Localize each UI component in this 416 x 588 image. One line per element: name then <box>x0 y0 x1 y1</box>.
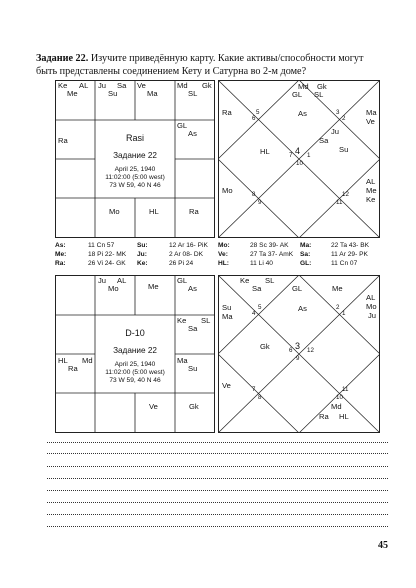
pos-value: 27 Ta 37- AmK <box>250 251 294 258</box>
planet-label: Md <box>298 82 309 91</box>
planet-label: Ve <box>366 117 375 126</box>
planet-label: Su <box>108 89 118 98</box>
answer-line[interactable] <box>47 478 388 479</box>
planet-label: Me <box>67 89 78 98</box>
planet-label: Ke <box>240 276 250 285</box>
planet-label: Ke <box>177 316 187 325</box>
planet-label: HL <box>58 356 68 365</box>
planet-label: Gk <box>189 402 199 411</box>
planet-label: Md <box>82 356 93 365</box>
task-text <box>36 52 384 78</box>
planet-label: Ke <box>58 81 68 90</box>
planet-label: Ra <box>319 412 329 421</box>
house-number: 9 <box>258 199 262 206</box>
birth-coords: 73 W 59, 40 N 46 <box>109 377 161 384</box>
pos-value: 22 Ta 43- BK <box>331 242 370 249</box>
planet-label: Md <box>177 81 188 90</box>
planet-label: As <box>188 129 197 138</box>
house-number: 7 <box>289 152 293 159</box>
pos-key: Mo: <box>218 242 230 249</box>
pos-key: Ju: <box>137 251 147 258</box>
planet-label: Ju <box>368 311 377 320</box>
planet-label: Ra <box>58 136 68 145</box>
planet-label: Mo <box>109 207 120 216</box>
pos-key: Ma: <box>300 242 312 249</box>
planet-label: Ve <box>149 402 158 411</box>
d10-center <box>95 315 175 393</box>
rasi-north-grid <box>218 80 380 238</box>
house-number: 2 <box>342 115 346 122</box>
planet-label: AL <box>79 81 89 90</box>
planet-label: Ve <box>137 81 146 90</box>
pos-key: Ve: <box>218 251 228 258</box>
house-number: 12 <box>342 191 349 198</box>
pos-key: Me: <box>55 251 67 258</box>
birth-date: April 25, 1940 <box>114 361 156 368</box>
house-number: 8 <box>252 191 256 198</box>
house-number: 6 <box>289 347 293 354</box>
planet-label: Ra <box>68 364 78 373</box>
house-number: 5 <box>258 304 262 311</box>
house-number: 1 <box>342 310 346 317</box>
planet-label: HL <box>260 147 270 156</box>
house-number: 3 <box>336 109 340 116</box>
planet-label: Ra <box>189 207 199 216</box>
house-number: 6 <box>252 115 256 122</box>
house-number: 10 <box>336 394 343 401</box>
house-number: 12 <box>307 347 314 354</box>
planet-label: HL <box>339 412 349 421</box>
house-number: 5 <box>256 109 260 116</box>
chart-subtitle: Задание 22 <box>113 346 157 355</box>
planet-label: Sa <box>188 324 198 333</box>
answer-line[interactable] <box>47 453 388 454</box>
planet-label: AL <box>117 276 127 285</box>
planet-label: Mo <box>366 302 377 311</box>
chart-title: Rasi <box>125 133 144 143</box>
pos-key: Su: <box>137 242 148 249</box>
pos-key: Sa: <box>300 251 311 258</box>
house-number: 4 <box>295 146 301 156</box>
answer-line[interactable] <box>47 466 388 467</box>
house-number: 8 <box>258 394 262 401</box>
planet-label: Sa <box>252 284 262 293</box>
planet-label: Mo <box>222 186 233 195</box>
answer-line[interactable] <box>47 526 388 527</box>
planet-label: Ke <box>366 195 376 204</box>
planet-label: Ma <box>177 356 188 365</box>
pos-value: 26 Vi 24- GK <box>88 260 126 267</box>
d10-north-grid <box>218 275 380 433</box>
planet-label: SL <box>201 316 211 325</box>
planet-label: AL <box>366 293 376 302</box>
house-number: 4 <box>252 310 256 317</box>
pos-key: GL: <box>300 260 312 267</box>
pos-value: 12 Ar 16- PiK <box>169 242 208 249</box>
planet-label: As <box>298 109 307 118</box>
planet-label: Ju <box>98 81 107 90</box>
birth-time: 11:02:00 (5:00 west) <box>105 369 165 376</box>
house-number: 7 <box>252 386 256 393</box>
planet-label: GL <box>177 121 188 130</box>
house-number: 11 <box>342 386 349 393</box>
task-label: Задание 22. <box>36 53 89 64</box>
d10-south-chart <box>55 275 215 433</box>
planet-label: Ju <box>331 127 340 136</box>
planet-label: Gk <box>317 82 327 91</box>
answer-line[interactable] <box>47 502 388 503</box>
planet-label: Ma <box>147 89 158 98</box>
task-question: Изучите приведённую карту. Какие активы/способности могут быть представлены соединением Кету и Сатурна во 2-м доме? <box>36 53 364 77</box>
house-number: 1 <box>307 152 311 159</box>
planet-label: SL <box>265 276 275 285</box>
answer-line[interactable] <box>47 490 388 491</box>
planet-label: HL <box>149 207 159 216</box>
planet-label: SL <box>188 89 198 98</box>
birth-date: April 25, 1940 <box>114 166 156 173</box>
planet-label: Gk <box>202 81 212 90</box>
planet-label: Sa <box>319 136 329 145</box>
house-number: 2 <box>336 304 340 311</box>
planet-label: Su <box>222 303 232 312</box>
birth-coords: 73 W 59, 40 N 46 <box>109 182 161 189</box>
birth-time: 11:02:00 (5:00 west) <box>105 174 165 181</box>
page-number: 45 <box>378 540 388 551</box>
planet-label: As <box>188 284 197 293</box>
pos-value: 18 Pi 22- MK <box>88 251 127 258</box>
house-number: 11 <box>336 199 343 206</box>
pos-value: 26 Pi 24 <box>169 260 194 267</box>
planet-label: Sa <box>117 81 127 90</box>
house-number: 9 <box>296 355 300 362</box>
planet-label: GL <box>292 90 303 99</box>
planet-label: Ma <box>222 312 233 321</box>
planet-label: Me <box>332 284 343 293</box>
house-number: 10 <box>296 160 303 167</box>
planet-label: Md <box>331 402 342 411</box>
rasi-south-chart <box>55 80 215 238</box>
pos-value: 28 Sc 39- AK <box>250 242 289 249</box>
planet-label: Me <box>366 186 377 195</box>
pos-value: 11 Cn 57 <box>88 242 115 249</box>
planet-label: Ju <box>98 276 107 285</box>
planet-label: SL <box>314 90 324 99</box>
answer-line[interactable] <box>47 442 388 443</box>
rasi-north-chart <box>218 80 380 238</box>
pos-key: Ra: <box>55 260 66 267</box>
planet-label: Ra <box>222 108 232 117</box>
d10-north-chart <box>218 275 380 433</box>
answer-line[interactable] <box>47 514 388 515</box>
planet-label: As <box>298 304 307 313</box>
planet-label: Me <box>148 282 159 291</box>
pos-key: HL: <box>218 260 229 267</box>
planet-label: Su <box>339 145 349 154</box>
pos-value: 2 Ar 08- DK <box>169 251 204 258</box>
planet-label: AL <box>366 177 376 186</box>
pos-value: 11 Ar 29- PK <box>331 251 368 258</box>
rasi-center <box>95 120 175 198</box>
planet-label: Ve <box>222 381 231 390</box>
planet-label: Ma <box>366 108 377 117</box>
chart-title: D-10 <box>125 328 145 338</box>
pos-value: 11 Cn 07 <box>331 260 358 267</box>
planet-label: GL <box>177 276 188 285</box>
house-number: 3 <box>295 341 301 351</box>
pos-value: 11 Li 40 <box>250 260 273 267</box>
pos-key: Ke: <box>137 260 148 267</box>
planet-label: GL <box>292 284 303 293</box>
pos-key: As: <box>55 242 66 249</box>
planet-label: Su <box>188 364 198 373</box>
chart-subtitle: Задание 22 <box>113 151 157 160</box>
planet-label: Mo <box>108 284 119 293</box>
planet-label: Gk <box>260 342 270 351</box>
